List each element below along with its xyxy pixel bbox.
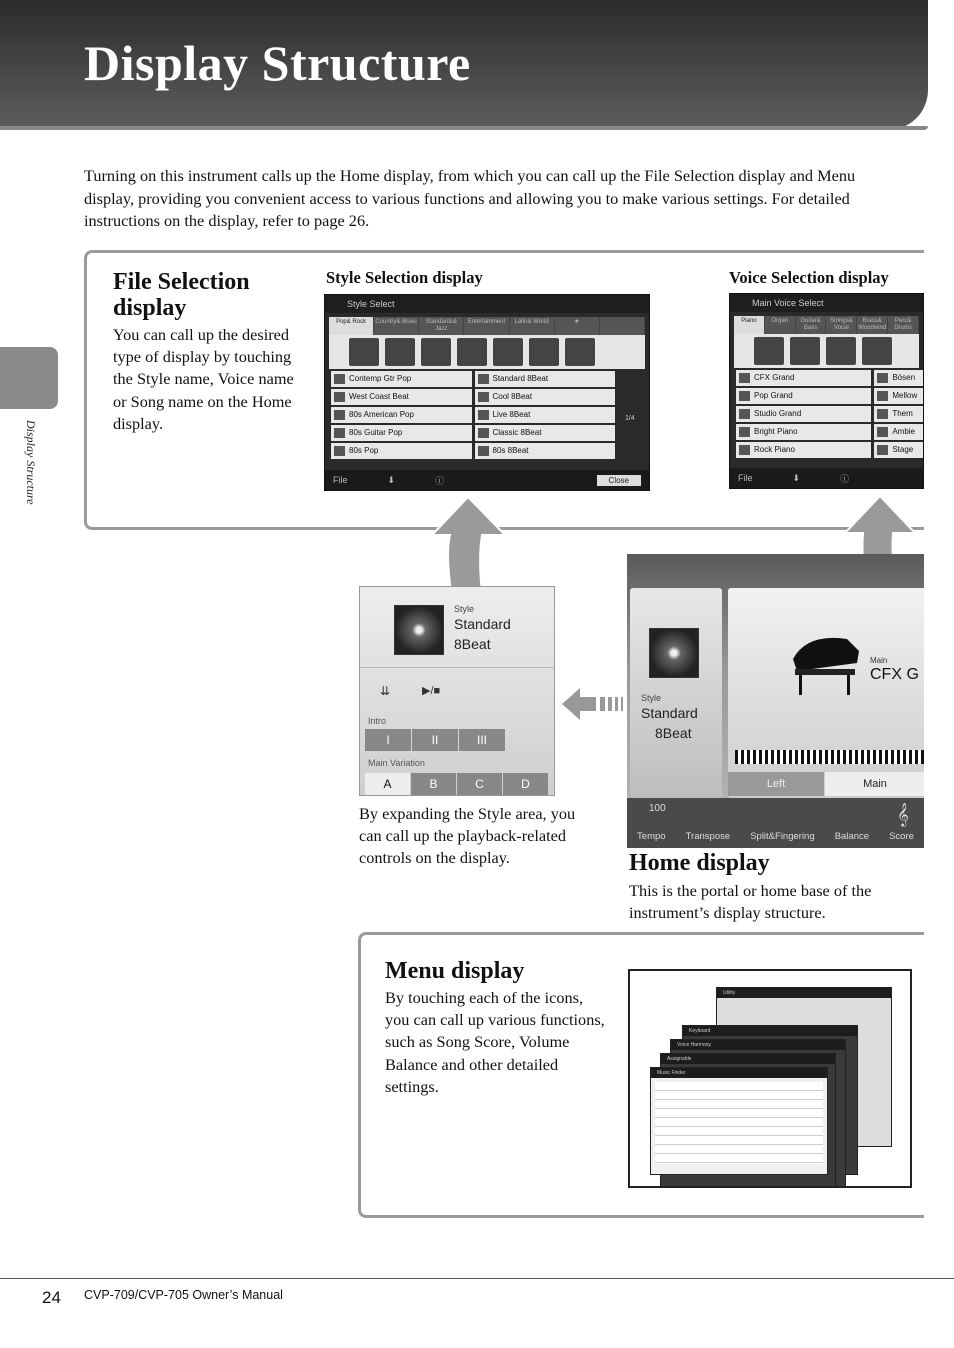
left-arrow [560, 686, 626, 722]
voice-select-title: Main Voice Select [730, 294, 923, 312]
save-icon[interactable]: ⬇ [387, 474, 396, 485]
main-button[interactable]: B [411, 773, 456, 795]
style-selection-label: Style Selection display [326, 268, 483, 287]
list-item[interactable]: Pop Grand [736, 388, 871, 404]
intro-button[interactable]: III [459, 729, 505, 751]
category-tile[interactable] [826, 337, 856, 365]
category-tile[interactable] [385, 338, 415, 366]
style-name-line2[interactable]: 8Beat [655, 725, 692, 741]
menu-screens-image [628, 969, 912, 1188]
intro-button[interactable]: I [365, 729, 411, 751]
style-select-screen [324, 294, 650, 491]
footer-rule [0, 1278, 954, 1279]
file-selection-body: You can call up the desired type of display by touching the Style name, Voice name or Song name on the Home display. [113, 325, 294, 433]
score-icon[interactable]: 𝄞 [897, 804, 909, 826]
style-category-tiles [329, 335, 645, 369]
score-button[interactable]: Score [889, 831, 914, 842]
voice-bottom-bar [730, 468, 923, 488]
main-variation-buttons [365, 773, 548, 795]
tab-entertainment[interactable]: Entertainment [464, 317, 509, 335]
tab-standards-jazz[interactable]: Standards& Jazz [419, 317, 464, 335]
window-title: Keyboard [683, 1026, 857, 1036]
category-tile[interactable] [529, 338, 559, 366]
main-button[interactable]: C [457, 773, 502, 795]
voice-name[interactable]: CFX G [870, 666, 919, 683]
home-body: This is the portal or home base of the instrument’s display structure. [629, 881, 872, 923]
tempo-button[interactable]: Tempo [637, 831, 666, 842]
split-fingering-button[interactable]: Split&Fingering [750, 831, 815, 842]
list-item[interactable]: 80s Guitar Pop [331, 425, 472, 441]
tab-pop-rock[interactable]: Pop& Rock [329, 317, 374, 335]
tab-latin-world[interactable]: Latin& World [510, 317, 555, 335]
music-finder-list [655, 1082, 823, 1164]
page-title: Display Structure [84, 35, 471, 91]
menu-body: By touching each of the icons, you can call up various functions, such as Song Score, Volume Balance and other detailed settings. [385, 988, 605, 1096]
category-tile[interactable] [457, 338, 487, 366]
main-button[interactable]: A [365, 773, 410, 795]
list-item[interactable]: Cool 8Beat [475, 389, 616, 405]
list-item[interactable]: 80s American Pop [331, 407, 472, 423]
category-tile[interactable] [421, 338, 451, 366]
balance-button[interactable]: Balance [834, 831, 870, 842]
style-bottom-bar [325, 470, 649, 490]
close-button[interactable]: Close [597, 475, 641, 486]
tempo-value: 100 [649, 803, 666, 814]
style-small-label: Style [641, 693, 662, 703]
list-item[interactable]: Studio Grand [736, 406, 871, 422]
style-tabs [329, 317, 645, 335]
page-indicator: 1/4 [625, 415, 635, 422]
voice-list [736, 370, 924, 465]
style-name-line2[interactable]: 8Beat [454, 636, 491, 652]
tab-country-blues[interactable]: Country& Blues [374, 317, 419, 335]
list-item[interactable]: Bösen [874, 370, 924, 386]
voice-selection-label: Voice Selection display [729, 268, 889, 287]
intro-buttons [365, 729, 505, 751]
voice-category-tiles [734, 334, 919, 368]
save-icon[interactable]: ⬇ [792, 472, 801, 483]
expand-caption: By expanding the Style area, you can call up the playback-related controls on the display. [359, 804, 576, 868]
tab-guitar-bass[interactable]: Guitar& Bass [796, 316, 827, 334]
tab-strings-vocal[interactable]: Strings& Vocal [826, 316, 857, 334]
main-button[interactable]: D [503, 773, 548, 795]
info-icon[interactable]: ⓘ [840, 473, 850, 484]
category-tile[interactable] [790, 337, 820, 365]
list-item[interactable]: Them [874, 406, 924, 422]
style-select-title: Style Select [325, 295, 649, 313]
window-title: Utility [717, 988, 891, 998]
main-part-button[interactable]: Main [825, 772, 924, 796]
main-variation-label: Main Variation [368, 758, 425, 768]
start-stop-icon[interactable]: ▶/■ [422, 685, 441, 697]
window-title: Voice Harmony [671, 1040, 845, 1050]
category-tile[interactable] [754, 337, 784, 365]
keyboard-image [735, 750, 924, 764]
list-item[interactable]: Classic 8Beat [475, 425, 616, 441]
style-small-label: Style [454, 604, 475, 614]
list-item[interactable]: Stage [874, 442, 924, 458]
style-list [331, 371, 615, 466]
intro-button[interactable]: II [412, 729, 458, 751]
list-item[interactable]: 80s Pop [331, 443, 472, 459]
music-finder-window [650, 1067, 828, 1175]
manual-name: CVP-709/CVP-705 Owner’s Manual [84, 1288, 283, 1302]
menu-heading: Menu display [385, 958, 525, 984]
main-small-label: Main [870, 656, 888, 665]
category-tile[interactable] [349, 338, 379, 366]
tab-piano[interactable]: Piano [734, 316, 765, 334]
intro-paragraph: Turning on this instrument calls up the Home display, from which you can call up the File Selection display and Menu display, providing you convenient access to various functions and allowing you to make various settings. For detailed instructions on the display, refer to page 26. [84, 166, 856, 231]
file-button[interactable]: File [333, 475, 348, 485]
list-item[interactable]: CFX Grand [736, 370, 871, 386]
tab-perc-drums[interactable]: Perc& Drums [888, 316, 919, 334]
left-part-button[interactable]: Left [728, 772, 824, 796]
file-button[interactable]: File [738, 473, 753, 483]
home-bottom-icons [627, 798, 924, 848]
style-artwork[interactable] [649, 628, 699, 678]
tab-edit[interactable] [600, 317, 645, 335]
synchro-stop-icon[interactable]: ⇊ [380, 684, 391, 698]
list-item[interactable]: Contemp Gtr Pop [331, 371, 472, 387]
expanded-style-screen [359, 586, 555, 796]
category-tile[interactable] [493, 338, 523, 366]
window-title: Assignable [661, 1054, 835, 1064]
voice-tabs [734, 316, 919, 334]
style-name-line1[interactable]: Standard [641, 705, 698, 721]
list-item[interactable]: Live 8Beat [475, 407, 616, 423]
style-artwork[interactable] [394, 605, 444, 655]
list-item[interactable]: Standard 8Beat [475, 371, 616, 387]
info-icon[interactable]: ⓘ [435, 475, 445, 486]
piano-image [787, 629, 867, 699]
transpose-button[interactable]: Transpose [685, 831, 731, 842]
list-item[interactable]: Ambie [874, 424, 924, 440]
category-tile[interactable] [565, 338, 595, 366]
list-item[interactable]: Rock Piano [736, 442, 871, 458]
category-tile[interactable] [862, 337, 892, 365]
voice-select-screen [729, 293, 924, 489]
list-item[interactable]: 80s 8Beat [475, 443, 616, 459]
page-number: 24 [42, 1288, 61, 1307]
style-name-line1[interactable]: Standard [454, 616, 511, 632]
home-screen [627, 554, 924, 848]
home-heading: Home display [629, 850, 770, 876]
side-label: Display Structure [24, 420, 38, 505]
tab-favorite[interactable]: ★ [555, 317, 600, 335]
tab-organ[interactable]: Organ [765, 316, 796, 334]
list-item[interactable]: Mellow [874, 388, 924, 404]
tab-brass-woodwind[interactable]: Brass& Woodwind [857, 316, 888, 334]
intro-label: Intro [368, 716, 387, 726]
file-selection-heading: File Selection display [113, 269, 250, 321]
side-tab [0, 347, 58, 409]
window-title: Music Finder [651, 1068, 827, 1078]
list-item[interactable]: Bright Piano [736, 424, 871, 440]
list-item[interactable]: West Coast Beat [331, 389, 472, 405]
